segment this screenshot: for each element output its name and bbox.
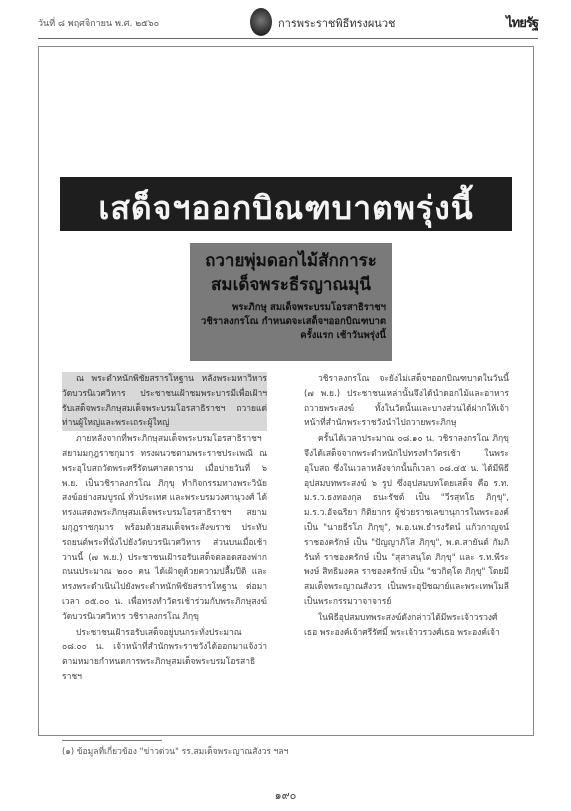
page-number: ๑๙๐ xyxy=(274,789,297,802)
article-paragraph: ภายหลังจากที่พระภิกษุสมเด็จพระบรมโอรสาธิราชฯ สยามมกุฎราชกุมาร ทรงผนวชตามพระราชประเพณี ณ พระอุโบสถวัดพระศรีรัตนศาสดาราม เมื่อบ่ายวันที่ ๖ พ.ย. เป็นวชิราลงกรโณ ภิกฺขุ ทำกิจกรรมทางพระวินัยสงฆ์อย่างสมบูรณ์ ทั่วประเทศ และพระบรมวงศานุวงศ์ ได้ทรงแสดงพระภิกษุสมเด็จพระบรมโอรสาธิราชฯ สยามมกุฎราชกุมาร พร้อมด้วยสมเด็จพระสังฆราช ประทับรถยนต์พระที่นั่งไปยังวัดบวรนิเวศวิหาร ส่วนบนเมื่อเช้าวานนี้ (๗ พ.ย.) ประชาชนเฝ้ารอรับเสด็จตลอดสองฟากถนนประมาณ ๒๐๐ คน ได้เฝ้าดูด้วยความปลื้มปีติ และทรงพระดำเนินไปยังพระตำหนักพิชัยสรารโหฐาน ต่อมาเวลา ๐๕.๐๐ น. เพื่อทรงทำวัตรเช้าร่วมกับพระภิกษุสงฆ์วัดบวรนิเวศวิหาร วชิราลงกรโณ ภิกฺขุ xyxy=(62,434,267,622)
subheadline-box xyxy=(190,243,392,361)
article-paragraph: ณ พระตำหนักพิชัยสรารโหฐาน หลังพระมหาวิหารวัดบวรนิเวศวิหาร ประชาชนเฝ้าชมพระบารมีเพื่อเฝ้าฯ รับเสด็จพระภิกษุสมเด็จพระบรมโอรสาธิราชฯ ถวายแด่ท่านผู้ใหญ่และพระเถระผู้ใหญ่ xyxy=(62,372,267,431)
article-paragraph: ครั้นได้เวลาประมาณ ๐๘.๑๐ น. วชิราลงกรโณ ภิกฺขุ จึงได้เสด็จจากพระตำหนักไปทรงทำวัตรเช้า ในพระอุโบสถ ซึ่งในเวลาหลังจากนั้นก็เวลา ๐๘.๔๕ น. ได้มีพิธีอุปสมบทพระสงฆ์ ๖ รูป ซึ่งอุปสมบทโดยเสด็จ คือ ร.ท. ม.ร.ว.ธงทองกุล ธนะรัชต์ เป็น "วีรสุทโธ ภิกฺขุ", ม.ร.ว.อัจฉริยา กิติยากร ผู้ช่วยราชเลขานุการในพระองค์ เป็น "นายธีรโภ ภิกฺขุ", พ.อ.นพ.ธำรงรัตน์ แก้วกาญจน์ ราชองครักษ์ เป็น "ปัญญาภิโส ภิกฺขุ", พ.ต.สายันต์ กัมภิรันท์ ราชองครักษ์ เป็น "สุสาสนฺโต ภิกฺขุ" และ ร.ท.พีระพงษ์ สิทธิมงคล ราชองครักษ์ เป็น "ชวกิตฺโต ภิกฺขุ" โดยมีสมเด็จพระญาณสังวร เป็นพระอุปัชฌาย์และพระเทพโมลีเป็นพระกรรมวาจาจารย์ xyxy=(304,434,509,607)
article-paragraph: ในพิธีอุปสมบทพระสงฆ์ดังกล่าวได้มีพระเจ้าวรวงศ์เธอ พระองค์เจ้าศรีรัศมิ์ พระเจ้าวรวงศ์เธอ พระองค์เจ้า xyxy=(304,612,500,638)
footnote-divider xyxy=(62,740,162,741)
lead-text xyxy=(196,301,386,343)
royal-seal-icon xyxy=(250,8,272,36)
page-header xyxy=(38,6,538,40)
header-title: การพระราชพิธีทรงผนวช xyxy=(278,17,396,30)
headline-banner xyxy=(60,177,512,231)
lead-line-2: วชิราลงกรโณ กำหนดจะเสด็จฯออกบิณฑบาต xyxy=(201,316,386,327)
lead-line-3: ครั้งแรก เช้าวันพรุ่งนี้ xyxy=(300,330,386,341)
headline: เสด็จฯออกบิณฑบาตพรุ่งนี้ xyxy=(98,189,474,227)
subheadline-line-1: ถวายพุ่มดอกไม้สักการะ xyxy=(205,251,377,271)
footnote: (๑) ข้อมูลที่เกี่ยวข้อง "ข่าวด่วน" รร.สมเด็จพระญาณสังวร ฯลฯ xyxy=(62,747,289,757)
header-divider xyxy=(38,38,538,39)
lead-line-1: พระภิกษุ สมเด็จพระบรมโอรสาธิราชฯ xyxy=(231,302,386,313)
article-paragraph: ประชาชนเฝ้ารอรับเสด็จอยู่บนกระทั่งประมาณ ๐๘.๐๐ น. เจ้าหน้าที่สำนักพระราชวังได้ออกมาแจ้งว่า ตามหมายกำหนดการพระภิกษุสมเด็จพระบรมโอรสาธิราชฯ xyxy=(62,627,267,682)
article-paragraph: วชิราลงกรโณ จะยังไม่เสด็จฯออกบิณฑบาตในวันนี้ (๗ พ.ย.) ประชาชนเหล่านั้นจึงได้นำดอกไม้และอาหารถวายพระสงฆ์ ทั้งในวัดนั้นและบางส่วนได้ฝากให้เจ้าหน้าที่สำนักพระราชวังนำไปถวายพระภิกษุ xyxy=(304,374,509,429)
article-column-right xyxy=(304,372,509,641)
newspaper-logo: ไทยรัฐ xyxy=(506,16,538,31)
subheadline-line-2: สมเด็จพระธีรญาณมุนี xyxy=(211,275,371,295)
article-column-left xyxy=(62,372,267,686)
header-date: วันที่ ๘ พฤศจิกายน พ.ศ. ๒๕๖๐ xyxy=(38,19,160,29)
